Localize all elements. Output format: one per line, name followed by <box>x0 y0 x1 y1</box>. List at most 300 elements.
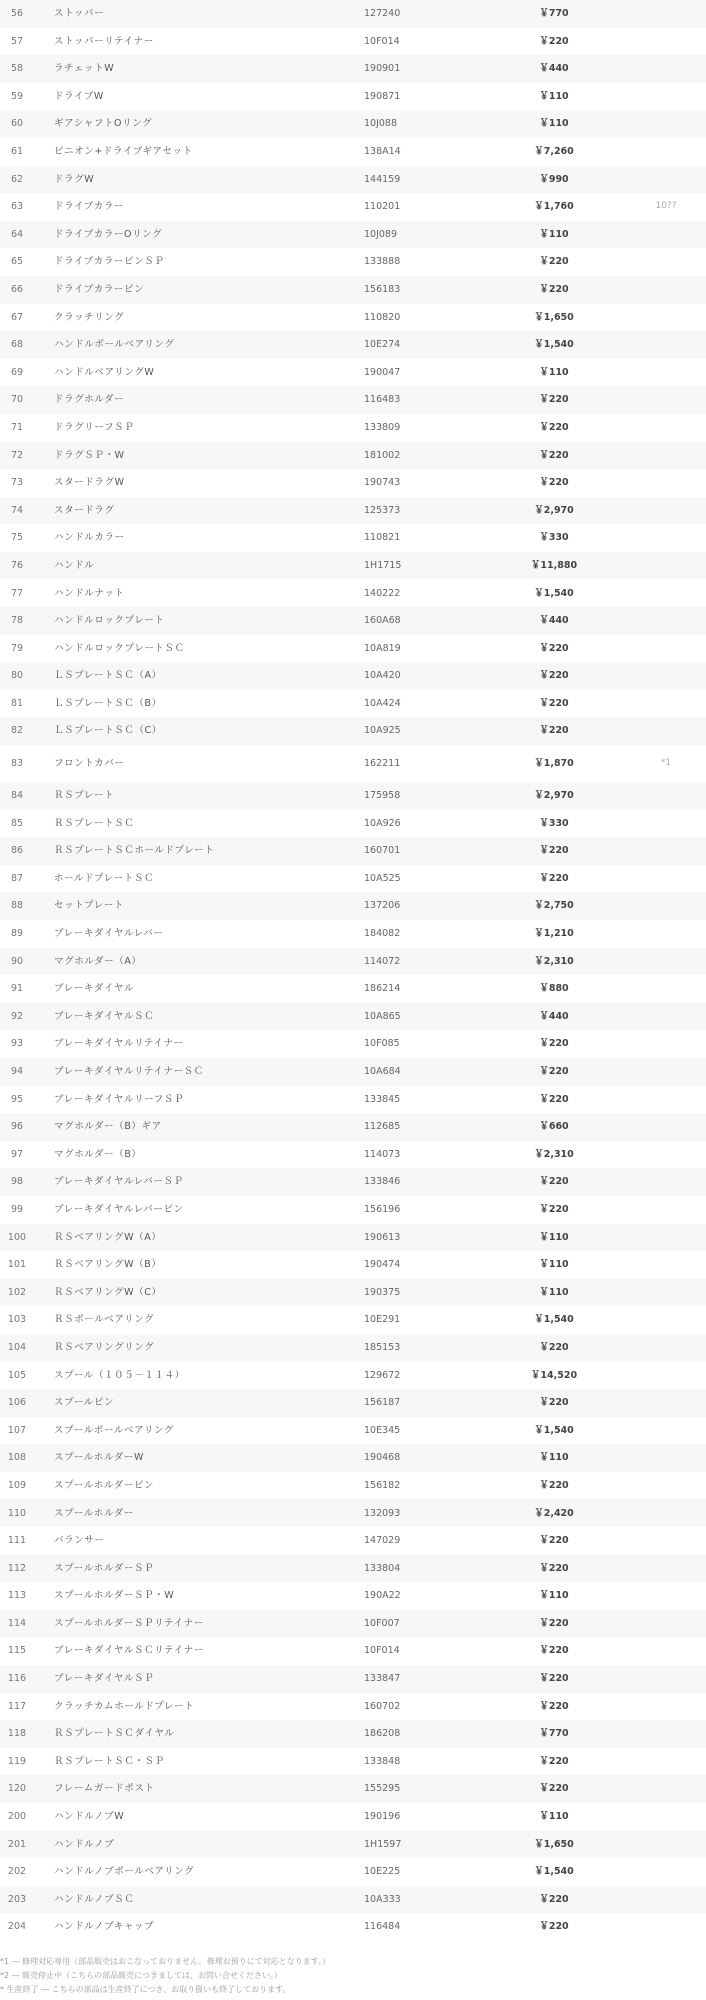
part-number: 108 <box>0 1444 34 1472</box>
part-note <box>606 248 706 276</box>
part-note <box>606 1224 706 1252</box>
part-price: ￥1,650 <box>502 1831 606 1859</box>
part-price: ￥1,870 <box>502 745 606 782</box>
part-price: ￥220 <box>502 442 606 470</box>
part-price: ￥880 <box>502 975 606 1003</box>
part-name: ＲＳプレートＳＣダイヤル <box>34 1720 364 1748</box>
part-price: ￥1,540 <box>502 579 606 607</box>
part-code: 114072 <box>364 948 502 976</box>
part-note <box>606 1555 706 1583</box>
part-code: 10J088 <box>364 110 502 138</box>
part-price: ￥220 <box>502 1196 606 1224</box>
part-price: ￥220 <box>502 1168 606 1196</box>
part-price: ￥220 <box>502 865 606 893</box>
part-price: ￥330 <box>502 810 606 838</box>
table-row <box>0 865 706 893</box>
part-code: 186208 <box>364 1720 502 1748</box>
table-row <box>0 635 706 663</box>
table-row <box>0 975 706 1003</box>
part-code: 190A22 <box>364 1582 502 1610</box>
part-code: 162211 <box>364 745 502 782</box>
part-note <box>606 1886 706 1914</box>
part-code: 125373 <box>364 497 502 525</box>
part-name: ハンドルロックプレートＳＣ <box>34 635 364 663</box>
part-price: ￥220 <box>502 690 606 718</box>
part-number: 109 <box>0 1472 34 1500</box>
part-number: 82 <box>0 717 34 745</box>
part-code: 110201 <box>364 193 502 221</box>
part-number: 59 <box>0 83 34 111</box>
part-name: ドライブカラーピンＳＰ <box>34 248 364 276</box>
footnotes <box>0 1955 706 1997</box>
part-number: 79 <box>0 635 34 663</box>
part-number: 86 <box>0 837 34 865</box>
table-row <box>0 276 706 304</box>
table-row <box>0 837 706 865</box>
part-number: 104 <box>0 1334 34 1362</box>
part-name: ＬＳプレートＳＣ（C） <box>34 717 364 745</box>
part-code: 156196 <box>364 1196 502 1224</box>
part-number: 75 <box>0 524 34 552</box>
part-code: 190871 <box>364 83 502 111</box>
part-price: ￥770 <box>502 0 606 28</box>
part-name: マグホルダー（B） <box>34 1141 364 1169</box>
part-code: 133804 <box>364 1555 502 1583</box>
part-number: 69 <box>0 359 34 387</box>
part-code: 156187 <box>364 1389 502 1417</box>
part-number: 116 <box>0 1665 34 1693</box>
table-row <box>0 1555 706 1583</box>
part-note <box>606 1444 706 1472</box>
part-code: 10A424 <box>364 690 502 718</box>
part-name: セットプレート <box>34 892 364 920</box>
part-number: 201 <box>0 1831 34 1859</box>
table-row <box>0 782 706 810</box>
part-price: ￥220 <box>502 1389 606 1417</box>
part-note <box>606 1334 706 1362</box>
part-note <box>606 865 706 893</box>
part-price: ￥110 <box>502 83 606 111</box>
part-name: スタードラグ <box>34 497 364 525</box>
part-price: ￥14,520 <box>502 1362 606 1390</box>
part-number: 88 <box>0 892 34 920</box>
part-number: 101 <box>0 1251 34 1279</box>
part-number: 64 <box>0 221 34 249</box>
part-number: 115 <box>0 1637 34 1665</box>
table-row <box>0 690 706 718</box>
part-note: 10?? <box>606 193 706 221</box>
table-row <box>0 1113 706 1141</box>
part-code: 10F014 <box>364 28 502 56</box>
table-row <box>0 1030 706 1058</box>
part-number: 93 <box>0 1030 34 1058</box>
part-note <box>606 83 706 111</box>
table-row <box>0 1803 706 1831</box>
table-row <box>0 1665 706 1693</box>
part-price: ￥440 <box>502 607 606 635</box>
table-row <box>0 138 706 166</box>
part-code: 110820 <box>364 304 502 332</box>
part-price: ￥1,760 <box>502 193 606 221</box>
part-price: ￥440 <box>502 1003 606 1031</box>
part-note <box>606 1003 706 1031</box>
part-price: ￥220 <box>502 1637 606 1665</box>
part-code: 147029 <box>364 1527 502 1555</box>
part-number: 113 <box>0 1582 34 1610</box>
part-note <box>606 1748 706 1776</box>
table-row <box>0 1251 706 1279</box>
part-price: ￥220 <box>502 1610 606 1638</box>
part-note <box>606 1720 706 1748</box>
part-code: 129672 <box>364 1362 502 1390</box>
part-note <box>606 1499 706 1527</box>
part-number: 74 <box>0 497 34 525</box>
part-code: 10A525 <box>364 865 502 893</box>
part-price: ￥1,650 <box>502 304 606 332</box>
table-row <box>0 745 706 782</box>
part-name: ハンドルナット <box>34 579 364 607</box>
part-note <box>606 1251 706 1279</box>
part-number: 81 <box>0 690 34 718</box>
part-price: ￥220 <box>502 386 606 414</box>
table-row <box>0 1582 706 1610</box>
table-row <box>0 1886 706 1914</box>
part-price: ￥990 <box>502 166 606 194</box>
part-number: 114 <box>0 1610 34 1638</box>
part-price: ￥2,970 <box>502 782 606 810</box>
part-note <box>606 690 706 718</box>
part-note <box>606 920 706 948</box>
table-row <box>0 248 706 276</box>
part-name: ＲＳプレートＳＣホールドプレート <box>34 837 364 865</box>
part-note <box>606 1141 706 1169</box>
part-price: ￥110 <box>502 1444 606 1472</box>
part-name: クラッチカムホールドプレート <box>34 1693 364 1721</box>
part-name: スプールピン <box>34 1389 364 1417</box>
table-row <box>0 524 706 552</box>
part-note <box>606 1610 706 1638</box>
table-row <box>0 948 706 976</box>
part-number: 103 <box>0 1306 34 1334</box>
part-number: 56 <box>0 0 34 28</box>
part-name: フレームガードポスト <box>34 1775 364 1803</box>
table-row <box>0 662 706 690</box>
part-price: ￥220 <box>502 717 606 745</box>
part-note <box>606 1168 706 1196</box>
part-number: 85 <box>0 810 34 838</box>
part-note <box>606 1913 706 1941</box>
part-price: ￥2,420 <box>502 1499 606 1527</box>
footnote-2: *2 ― 販売停止中（こちらの部品販売につきましては、お問い合せください。） <box>0 1970 283 1980</box>
part-number: 71 <box>0 414 34 442</box>
part-note <box>606 1527 706 1555</box>
part-code: 137206 <box>364 892 502 920</box>
part-number: 65 <box>0 248 34 276</box>
part-name: ブレーキダイヤル <box>34 975 364 1003</box>
part-code: 190474 <box>364 1251 502 1279</box>
part-code: 175958 <box>364 782 502 810</box>
part-number: 96 <box>0 1113 34 1141</box>
table-row <box>0 55 706 83</box>
part-name: ドライブカラーOリング <box>34 221 364 249</box>
part-code: 190743 <box>364 469 502 497</box>
part-code: 160702 <box>364 1693 502 1721</box>
table-row <box>0 1527 706 1555</box>
part-price: ￥110 <box>502 221 606 249</box>
part-note <box>606 1775 706 1803</box>
part-name: ブレーキダイヤルレバー <box>34 920 364 948</box>
part-code: 10F014 <box>364 1637 502 1665</box>
part-number: 99 <box>0 1196 34 1224</box>
part-number: 90 <box>0 948 34 976</box>
part-name: ピニオン+ドライブギアセット <box>34 138 364 166</box>
part-name: ＬＳプレートＳＣ（A） <box>34 662 364 690</box>
part-name: ドラグW <box>34 166 364 194</box>
part-note <box>606 28 706 56</box>
part-name: スプールホルダーＳＰ・W <box>34 1582 364 1610</box>
part-number: 105 <box>0 1362 34 1390</box>
part-number: 107 <box>0 1417 34 1445</box>
part-name: ＲＳボールベアリング <box>34 1306 364 1334</box>
part-code: 133848 <box>364 1748 502 1776</box>
part-price: ￥2,970 <box>502 497 606 525</box>
part-note <box>606 524 706 552</box>
part-number: 203 <box>0 1886 34 1914</box>
part-note <box>606 1389 706 1417</box>
part-code: 133846 <box>364 1168 502 1196</box>
part-number: 200 <box>0 1803 34 1831</box>
part-name: ブレーキダイヤルレバーピン <box>34 1196 364 1224</box>
part-name: スタードラグW <box>34 469 364 497</box>
part-number: 120 <box>0 1775 34 1803</box>
part-name: スプールホルダーW <box>34 1444 364 1472</box>
part-note <box>606 1362 706 1390</box>
part-price: ￥110 <box>502 1251 606 1279</box>
part-number: 98 <box>0 1168 34 1196</box>
part-note <box>606 138 706 166</box>
part-name: ハンドル <box>34 552 364 580</box>
part-price: ￥220 <box>502 248 606 276</box>
part-code: 190613 <box>364 1224 502 1252</box>
table-row <box>0 1775 706 1803</box>
table-row <box>0 1389 706 1417</box>
part-price: ￥220 <box>502 1913 606 1941</box>
part-code: 132093 <box>364 1499 502 1527</box>
table-row <box>0 193 706 221</box>
part-name: スプールボールベアリング <box>34 1417 364 1445</box>
part-note <box>606 1693 706 1721</box>
part-name: ＲＳベアリングリング <box>34 1334 364 1362</box>
part-code: 190047 <box>364 359 502 387</box>
part-note <box>606 1306 706 1334</box>
part-name: ハンドルノブＳＣ <box>34 1886 364 1914</box>
part-note <box>606 607 706 635</box>
part-note <box>606 717 706 745</box>
part-number: 97 <box>0 1141 34 1169</box>
part-name: ハンドルカラー <box>34 524 364 552</box>
part-note <box>606 1417 706 1445</box>
part-price: ￥220 <box>502 1472 606 1500</box>
part-price: ￥220 <box>502 1775 606 1803</box>
part-number: 89 <box>0 920 34 948</box>
part-code: 10E274 <box>364 331 502 359</box>
table-row <box>0 552 706 580</box>
part-price: ￥220 <box>502 837 606 865</box>
part-name: ブレーキダイヤルリーフＳＰ <box>34 1086 364 1114</box>
part-price: ￥220 <box>502 662 606 690</box>
part-note <box>606 414 706 442</box>
table-row <box>0 1610 706 1638</box>
part-note <box>606 948 706 976</box>
part-number: 58 <box>0 55 34 83</box>
part-price: ￥1,540 <box>502 331 606 359</box>
part-name: スプールホルダー <box>34 1499 364 1527</box>
part-note <box>606 1279 706 1307</box>
part-price: ￥440 <box>502 55 606 83</box>
table-row <box>0 1086 706 1114</box>
part-note <box>606 1030 706 1058</box>
table-row <box>0 892 706 920</box>
part-name: ハンドルボールベアリング <box>34 331 364 359</box>
part-code: 160A68 <box>364 607 502 635</box>
table-row <box>0 221 706 249</box>
part-code: 10J089 <box>364 221 502 249</box>
part-note <box>606 0 706 28</box>
part-price: ￥220 <box>502 1527 606 1555</box>
table-row <box>0 469 706 497</box>
part-number: 78 <box>0 607 34 635</box>
part-name: ブレーキダイヤルＳＣリテイナー <box>34 1637 364 1665</box>
part-number: 94 <box>0 1058 34 1086</box>
part-note <box>606 166 706 194</box>
part-name: ハンドルノブボールベアリング <box>34 1858 364 1886</box>
part-note <box>606 1086 706 1114</box>
part-price: ￥330 <box>502 524 606 552</box>
part-price: ￥220 <box>502 414 606 442</box>
part-name: ハンドルノブW <box>34 1803 364 1831</box>
part-name: ハンドルベアリングW <box>34 359 364 387</box>
part-code: 133809 <box>364 414 502 442</box>
part-price: ￥1,540 <box>502 1306 606 1334</box>
part-price: ￥220 <box>502 1334 606 1362</box>
part-number: 92 <box>0 1003 34 1031</box>
part-note <box>606 782 706 810</box>
part-name: ホールドプレートＳＣ <box>34 865 364 893</box>
table-row <box>0 1472 706 1500</box>
part-price: ￥660 <box>502 1113 606 1141</box>
part-code: 190901 <box>364 55 502 83</box>
part-number: 84 <box>0 782 34 810</box>
part-code: 144159 <box>364 166 502 194</box>
part-number: 204 <box>0 1913 34 1941</box>
part-price: ￥220 <box>502 1693 606 1721</box>
table-row <box>0 1417 706 1445</box>
table-row <box>0 607 706 635</box>
part-code: 10A819 <box>364 635 502 663</box>
part-code: 112685 <box>364 1113 502 1141</box>
table-row <box>0 1831 706 1859</box>
part-number: 100 <box>0 1224 34 1252</box>
part-code: 190375 <box>364 1279 502 1307</box>
part-code: 110821 <box>364 524 502 552</box>
part-number: 91 <box>0 975 34 1003</box>
part-note <box>606 469 706 497</box>
part-note <box>606 1665 706 1693</box>
part-price: ￥220 <box>502 469 606 497</box>
part-number: 70 <box>0 386 34 414</box>
table-row <box>0 1334 706 1362</box>
part-number: 106 <box>0 1389 34 1417</box>
part-price: ￥110 <box>502 1582 606 1610</box>
part-note <box>606 1831 706 1859</box>
part-number: 83 <box>0 745 34 782</box>
part-note <box>606 221 706 249</box>
part-number: 117 <box>0 1693 34 1721</box>
part-number: 76 <box>0 552 34 580</box>
part-name: マグホルダー（B）ギア <box>34 1113 364 1141</box>
part-note <box>606 1196 706 1224</box>
part-number: 118 <box>0 1720 34 1748</box>
part-note <box>606 1637 706 1665</box>
part-code: 156182 <box>364 1472 502 1500</box>
part-note <box>606 331 706 359</box>
part-code: 133888 <box>364 248 502 276</box>
part-code: 10A420 <box>364 662 502 690</box>
part-number: 66 <box>0 276 34 304</box>
part-code: 114073 <box>364 1141 502 1169</box>
part-number: 73 <box>0 469 34 497</box>
part-code: 10A333 <box>364 1886 502 1914</box>
part-name: ブレーキダイヤルリテイナーＳＣ <box>34 1058 364 1086</box>
table-row <box>0 1913 706 1941</box>
part-name: ＲＳプレート <box>34 782 364 810</box>
part-number: 72 <box>0 442 34 470</box>
table-row <box>0 1499 706 1527</box>
part-price: ￥1,210 <box>502 920 606 948</box>
part-note <box>606 1472 706 1500</box>
part-code: 10A684 <box>364 1058 502 1086</box>
part-number: 68 <box>0 331 34 359</box>
part-name: スプールホルダーＳＰ <box>34 1555 364 1583</box>
part-code: 133847 <box>364 1665 502 1693</box>
part-number: 77 <box>0 579 34 607</box>
table-row <box>0 1858 706 1886</box>
part-number: 57 <box>0 28 34 56</box>
table-row <box>0 1637 706 1665</box>
table-row <box>0 110 706 138</box>
part-note <box>606 1113 706 1141</box>
part-code: 156183 <box>364 276 502 304</box>
table-row <box>0 304 706 332</box>
part-name: ストッパーリテイナー <box>34 28 364 56</box>
part-number: 112 <box>0 1555 34 1583</box>
part-name: ドライブカラー <box>34 193 364 221</box>
part-price: ￥220 <box>502 1058 606 1086</box>
part-name: ドラグホルダー <box>34 386 364 414</box>
table-row <box>0 166 706 194</box>
part-note <box>606 442 706 470</box>
part-name: ハンドルノブ <box>34 1831 364 1859</box>
part-name: スプールホルダーＳＰリテイナー <box>34 1610 364 1638</box>
part-number: 119 <box>0 1748 34 1776</box>
part-note: *1 <box>606 745 706 782</box>
part-number: 87 <box>0 865 34 893</box>
part-name: マグホルダー（A） <box>34 948 364 976</box>
part-code: 116483 <box>364 386 502 414</box>
part-code: 184082 <box>364 920 502 948</box>
part-price: ￥2,310 <box>502 1141 606 1169</box>
part-name: ドラグリーフＳＰ <box>34 414 364 442</box>
